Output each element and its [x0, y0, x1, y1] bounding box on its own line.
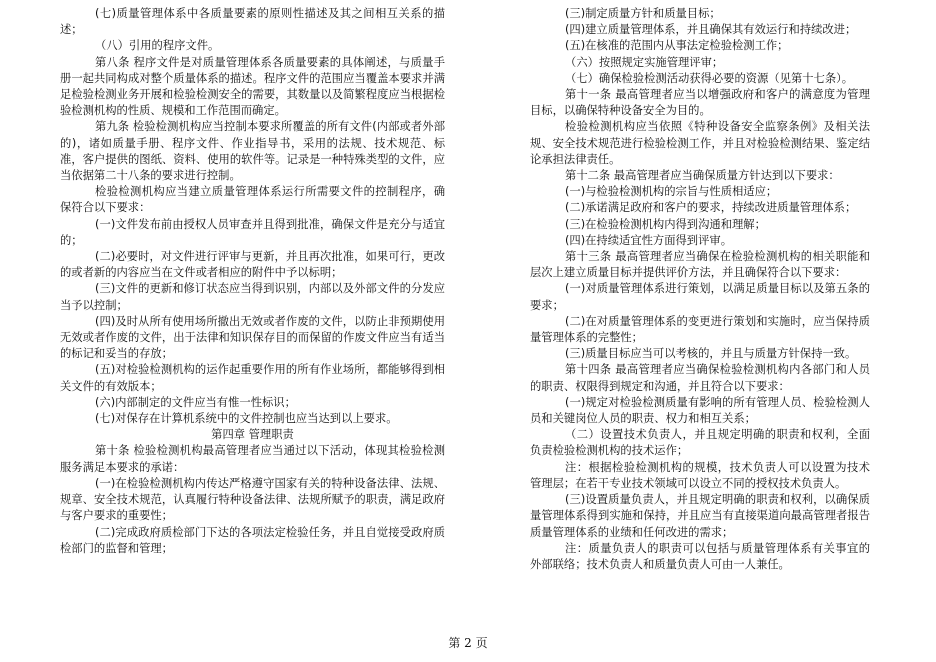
paragraph: (七)对保存在计算机系统中的文件控制也应当达到以上要求。 — [95, 412, 398, 426]
paragraph: (五)对检验检测机构的运作起重要作用的所有作业场所，都能够得到相关文件的有效版本； — [60, 363, 445, 393]
paragraph: (一)与检验检测机构的宗旨与性质相适应； — [565, 185, 778, 199]
paragraph: 检验检测机构应当依照《特种设备安全监察条例》及相关法规、安全技术规范进行检验检测工作，并且对检验检测结果、鉴定结论承担法律责任。 — [530, 120, 870, 166]
note-paragraph: 注：根据检验检测机构的规模，技术负责人可以设置为技术管理层；在若干专业技术领域可以设立不同的授权技术负责人。 — [530, 460, 870, 490]
paragraph: （八）引用的程序文件。 — [95, 39, 220, 53]
paragraph: 第十一条 最高管理者应当以增强政府和客户的满意度为管理目标，以确保特种设备安全为目的。 — [530, 88, 870, 118]
paragraph: (一)规定对检验检测质量有影响的所有管理人员、检验检测人员和关键岗位人员的职责、权力和相互关系； — [530, 395, 870, 426]
paragraph: (四)及时从所有使用场所撤出无效或者作废的文件，以防止非预期使用无效或者作废的文件，出于法律和知识保存目的而保留的作废文件应当有适当的标记和妥当的存放； — [60, 314, 445, 361]
paragraph: (三)在检验检测机构内得到沟通和理解； — [565, 217, 766, 231]
paragraph: （七）确保检验检测活动获得必要的资源（见第十七条）。 — [565, 71, 854, 85]
paragraph: (六)内部制定的文件应当有惟一性标识； — [95, 395, 296, 409]
paragraph: (一)在检验检测机构内传达严格遵守国家有关的特种设备法律、法规、规章、安全技术规范，认真履行特种设备法律、法规所赋予的职责，满足政府与客户要求的重要性； — [60, 476, 445, 523]
paragraph: (一)文件发布前由授权人员审查并且得到批准，确保文件是充分与适宜的； — [60, 217, 445, 247]
chapter-heading: 第四章 管理职责 — [211, 428, 294, 442]
paragraph: (三)文件的更新和修订状态应当得到识别，内部以及外部文件的分发应当予以控制； — [60, 282, 445, 312]
paragraph: (四)建立质量管理体系，并且确保其有效运行和持续改进； — [565, 23, 857, 37]
left-column — [60, 6, 445, 557]
paragraph: （六）按照规定实施管理评审； — [565, 55, 724, 69]
right-column — [530, 6, 870, 573]
paragraph: (二)在对质量管理体系的变更进行策划和实施时，应当保持质量管理体系的完整性； — [530, 314, 870, 345]
note-paragraph: 注：质量负责人的职责可以包括与质量管理体系有关事宜的外部联络；技术负责人和质量负责人可由一人兼任。 — [530, 541, 870, 571]
paragraph: 检验检测机构应当建立质量管理体系运行所需要文件的控制程序，确保符合以下要求： — [60, 185, 445, 215]
paragraph: 第八条 程序文件是对质量管理体系各质量要素的具体阐述，与质量手册一起共同构成对整个质量体系的描述。程序文件的范围应当覆盖本要求并满足检验检测业务开展和检验检测安全的需要，其数量以及简繁程度应当根据检验检测机构的性质、规模和工作范围而确定。 — [60, 55, 445, 118]
paragraph: (二)完成政府质检部门下达的各项法定检验任务，并且自觉接受政府质检部门的监督和管理； — [60, 525, 445, 555]
paragraph: 第十三条 最高管理者应当确保在检验检测机构的相关职能和层次上建立质量目标并提供评价方法，并且确保符合以下要求： — [530, 250, 870, 280]
paragraph: (四)在持续适宜性方面得到评审。 — [565, 233, 732, 247]
paragraph: (七)质量管理体系中各质量要素的原则性描述及其之间相互关系的描述； — [60, 7, 445, 37]
paragraph: (二)承诺满足政府和客户的要求，持续改进质量管理体系； — [565, 201, 857, 215]
paragraph: 第九条 检验检测机构应当控制本要求所覆盖的所有文件(内部或者外部的)，诸如质量手册、程序文件、作业指导书，采用的法规、技术规范、标准，客户提供的图纸、资料、使用的软件等。记录是一种特殊类型的文件，应当依据第二十八条的要求进行控制。 — [60, 120, 445, 183]
paragraph: (二)必要时，对文件进行评审与更新，并且再次批准，如果可行，更改的或者新的内容应当在文件或者相应的附件中予以标明； — [60, 250, 445, 280]
paragraph: 第十二条 最高管理者应当确保质量方针达到以下要求： — [565, 169, 840, 183]
paragraph: 第十条 检验检测机构最高管理者应当通过以下活动，体现其检验检测服务满足本要求的承诺： — [60, 444, 445, 474]
paragraph: (一)对质量管理体系进行策划，以满足质量目标以及第五条的要求； — [530, 282, 870, 312]
paragraph: (三)设置质量负责人，并且规定明确的职责和权利，以确保质量管理体系得到实施和保持，并且应当有直接渠道向最高管理者报告质量管理体系的业绩和任何改进的需求； — [530, 493, 870, 539]
paragraph: （二）设置技术负责人，并且规定明确的职责和权利，全面负责检验检测机构的技术运作； — [530, 428, 870, 458]
paragraph: (三)质量目标应当可以考核的，并且与质量方针保持一致。 — [565, 347, 857, 361]
page-number: 第 2 页 — [448, 636, 488, 650]
paragraph: 第十四条 最高管理者应当确保检验检测机构内各部门和人员的职责、权限得到规定和沟通，并且符合以下要求： — [530, 363, 870, 393]
paragraph: (五)在核准的范围内从事法定检验检测工作； — [565, 39, 789, 53]
paragraph: (三)制定质量方针和质量目标； — [565, 7, 721, 20]
